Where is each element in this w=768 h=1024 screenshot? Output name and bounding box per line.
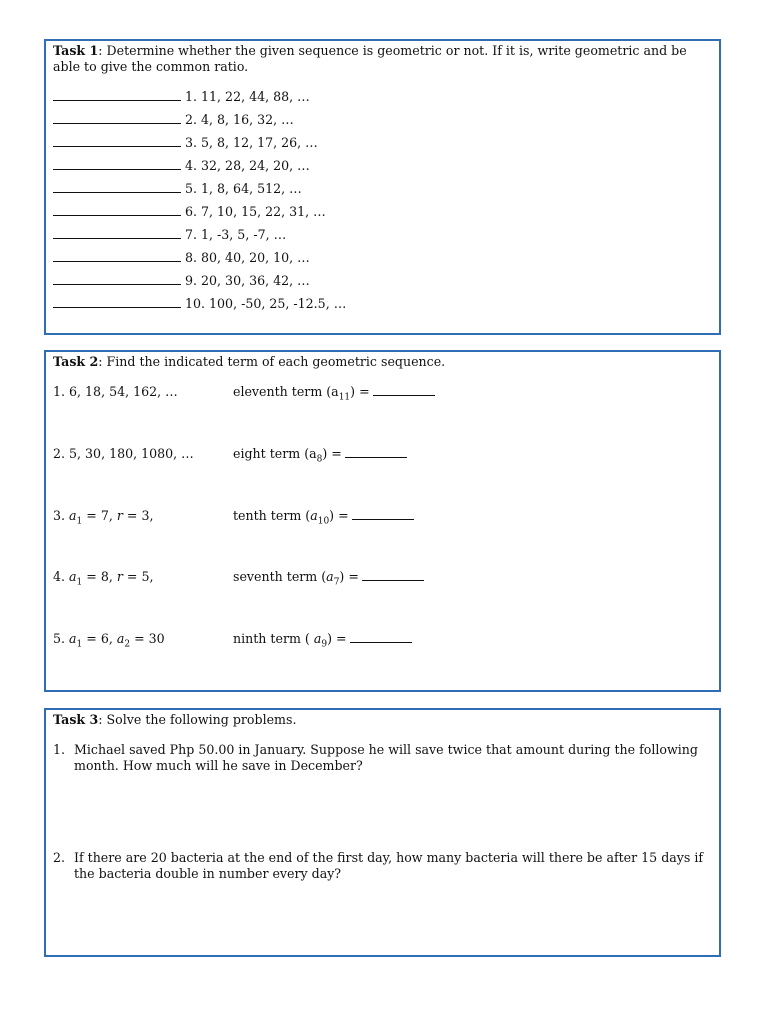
task-1-instruction: : Determine whether the given sequence is geometric or not. If it is, write geometric and be able to give the common ratio. <box>53 43 687 74</box>
task-3-label: Task 3 <box>53 712 99 727</box>
task-1-box <box>44 39 721 335</box>
problem-text: If there are 20 bacteria at the end of the first day, how many bacteria will there be after 15 days if the bacteria double in number every day? <box>74 850 704 881</box>
task-2-term-prompt[interactable]: tenth term $(a_{10})$ = <box>233 508 414 527</box>
word-problem <box>53 850 707 881</box>
task-2-sequence: 1. 6, 18, 54, 162, … <box>53 384 178 399</box>
word-problem <box>53 742 707 773</box>
task-1-item[interactable]: 3. 5, 8, 12, 17, 26, … <box>53 135 318 151</box>
task-1-item[interactable]: 1. 11, 22, 44, 88, … <box>53 89 310 105</box>
task-2-term-prompt[interactable]: eleventh term $(a_{11})$ = <box>233 384 435 403</box>
task-2-given-values: 3. $a_1 = 7$, r = 3, <box>53 508 154 527</box>
answer-blank[interactable] <box>362 569 424 581</box>
task-2-sequence: 2. 5, 30, 180, 1080, … <box>53 446 194 461</box>
answer-blank[interactable] <box>53 181 181 193</box>
task-2-term-prompt[interactable]: ninth term ( $a_9$) = <box>233 631 412 650</box>
task-1-item[interactable]: 8. 80, 40, 20, 10, … <box>53 250 310 266</box>
task-2-heading <box>53 354 709 370</box>
answer-blank[interactable] <box>350 631 412 643</box>
answer-blank[interactable] <box>53 273 181 285</box>
task-2-given-values: 5. $a_1 = 6$, $a_2 = 30$ <box>53 631 165 650</box>
task-1-item[interactable]: 10. 100, -50, 25, -12.5, … <box>53 296 346 312</box>
task-2-label: Task 2 <box>53 354 99 369</box>
task-3-box <box>44 708 721 957</box>
task-3-instruction: : Solve the following problems. <box>98 712 297 727</box>
answer-blank[interactable] <box>53 158 181 170</box>
task-2-term-prompt[interactable]: seventh term $(a_7)$ = <box>233 569 424 588</box>
answer-blank[interactable] <box>53 250 181 262</box>
task-2-term-prompt[interactable]: eight term $(a_8)$ = <box>233 446 407 465</box>
task-1-label: Task 1 <box>53 43 99 58</box>
problem-number: 2. <box>53 850 66 865</box>
answer-blank[interactable] <box>53 112 181 124</box>
task-2-given-values: 4. $a_1 = 8$, r = 5, <box>53 569 154 588</box>
task-1-item[interactable]: 5. 1, 8, 64, 512, … <box>53 181 302 197</box>
task-1-item[interactable]: 7. 1, -3, 5, -7, … <box>53 227 286 243</box>
task-1-item[interactable]: 4. 32, 28, 24, 20, … <box>53 158 310 174</box>
answer-blank[interactable] <box>53 135 181 147</box>
task-3-heading <box>53 712 709 728</box>
problem-text: Michael saved Php 50.00 in January. Suppose he will save twice that amount during the following month. How much will he save in December? <box>74 742 698 773</box>
answer-blank[interactable] <box>352 508 414 520</box>
task-2-box <box>44 350 721 692</box>
problem-number: 1. <box>53 742 66 757</box>
answer-blank[interactable] <box>53 89 181 101</box>
task-1-heading <box>53 43 709 74</box>
answer-blank[interactable] <box>53 296 181 308</box>
task-2-instruction: : Find the indicated term of each geometric sequence. <box>98 354 446 369</box>
answer-blank[interactable] <box>53 204 181 216</box>
answer-blank[interactable] <box>345 446 407 458</box>
answer-blank[interactable] <box>373 384 435 396</box>
task-1-item[interactable]: 6. 7, 10, 15, 22, 31, … <box>53 204 326 220</box>
task-1-item[interactable]: 9. 20, 30, 36, 42, … <box>53 273 310 289</box>
answer-blank[interactable] <box>53 227 181 239</box>
task-1-item[interactable]: 2. 4, 8, 16, 32, … <box>53 112 294 128</box>
